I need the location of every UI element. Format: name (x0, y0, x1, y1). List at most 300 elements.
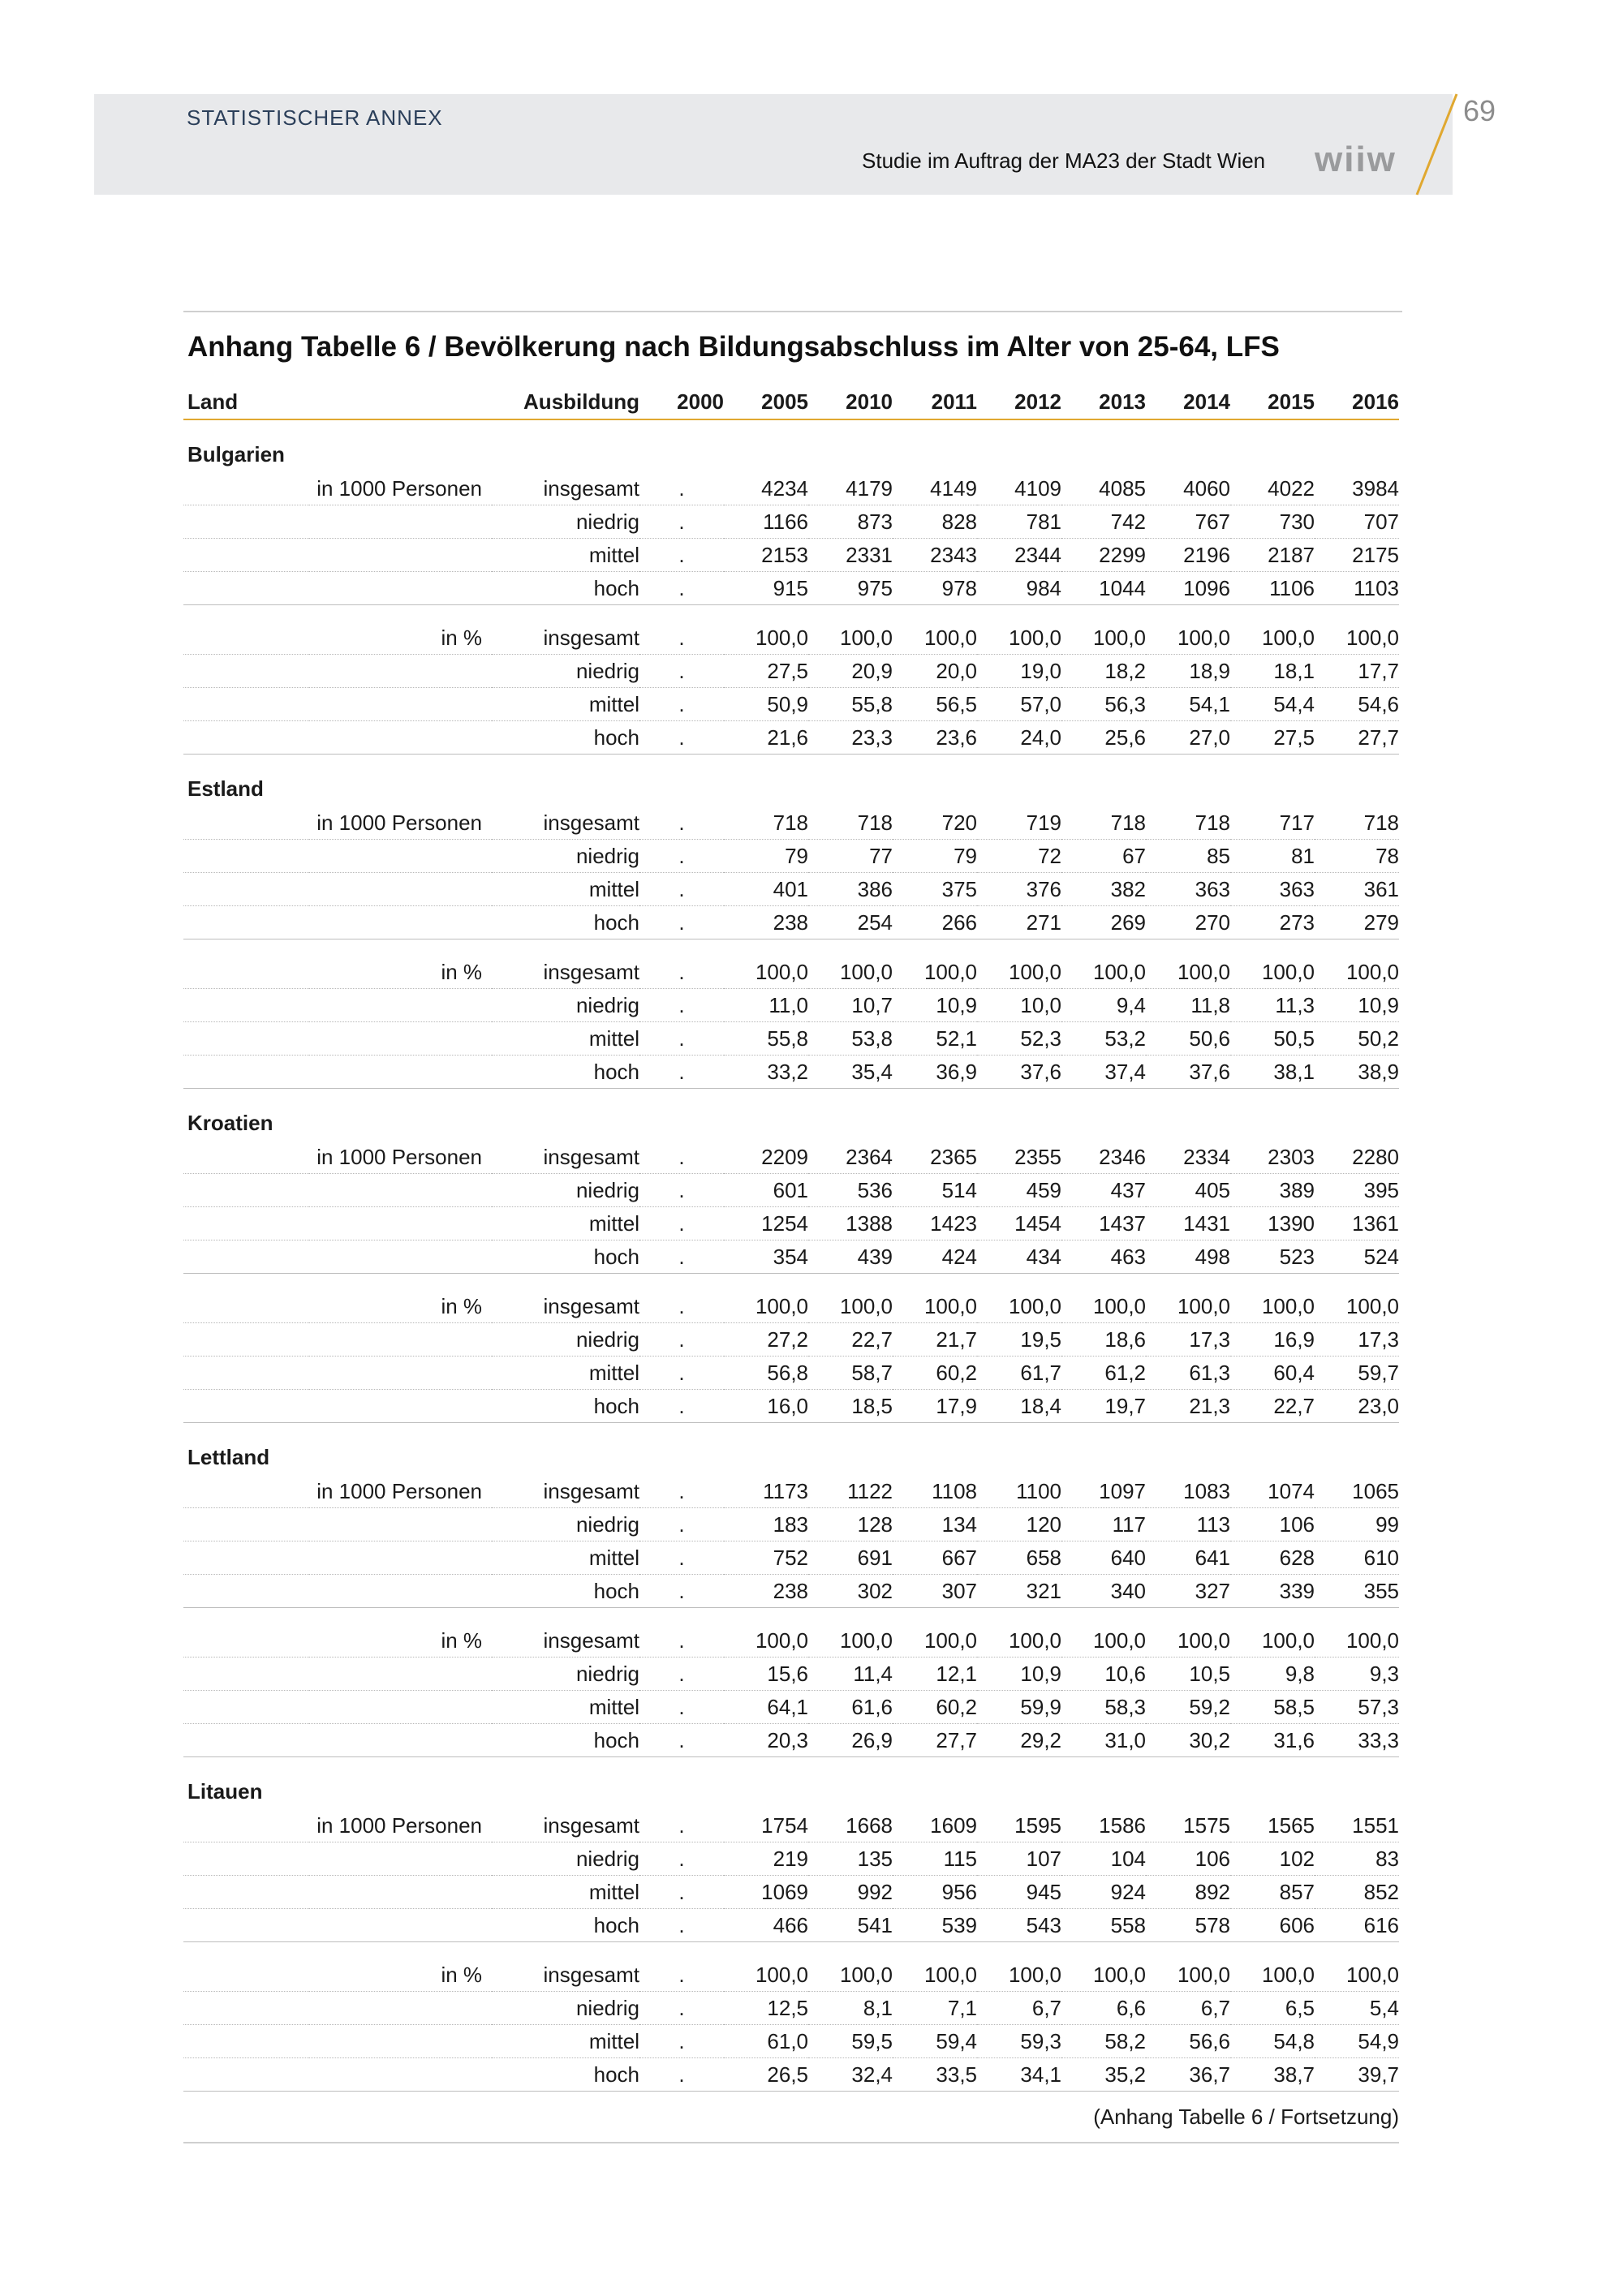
value-cell: 17,7 (1315, 655, 1399, 688)
value-cell: 389 (1230, 1174, 1315, 1207)
value-cell: 8,1 (808, 1992, 893, 2025)
value-cell: 106 (1230, 1508, 1315, 1541)
spacer-row (183, 605, 1399, 622)
table-row (183, 572, 1399, 605)
value-cell: . (639, 1909, 724, 1942)
value-cell: 541 (808, 1909, 893, 1942)
value-cell: 61,2 (1061, 1357, 1146, 1390)
col-header-year: 2010 (808, 385, 893, 419)
value-cell: 50,6 (1146, 1022, 1230, 1056)
value-cell: 60,2 (893, 1357, 977, 1390)
col-header-year: 2015 (1230, 385, 1315, 419)
value-cell: 27,0 (1146, 721, 1230, 755)
unit-label: in 1000 Personen (309, 806, 492, 840)
value-cell: 302 (808, 1575, 893, 1608)
value-cell: 100,0 (808, 621, 893, 655)
value-cell: 18,2 (1061, 655, 1146, 688)
value-cell: 19,0 (977, 655, 1061, 688)
value-cell: 52,3 (977, 1022, 1061, 1056)
spacer-row (183, 1608, 1399, 1625)
value-cell: . (639, 721, 724, 755)
value-cell: 9,4 (1061, 989, 1146, 1022)
value-cell: 100,0 (1146, 621, 1230, 655)
table-row (183, 472, 1399, 505)
value-cell: 2334 (1146, 1141, 1230, 1174)
value-cell: 2280 (1315, 1141, 1399, 1174)
country-row (183, 755, 1399, 807)
unit-label (309, 906, 492, 939)
col-header-year: 2012 (977, 385, 1061, 419)
unit-label (309, 1724, 492, 1757)
value-cell: 64,1 (724, 1691, 808, 1724)
level-label: niedrig (492, 1842, 639, 1876)
value-cell: 375 (893, 873, 977, 906)
value-cell: 100,0 (977, 956, 1061, 989)
level-label: mittel (492, 1357, 639, 1390)
value-cell: 1096 (1146, 572, 1230, 605)
value-cell: 4109 (977, 472, 1061, 505)
value-cell: 33,2 (724, 1056, 808, 1089)
value-cell: 61,6 (808, 1691, 893, 1724)
unit-label (309, 539, 492, 572)
value-cell: 1431 (1146, 1207, 1230, 1240)
value-cell: 2343 (893, 539, 977, 572)
level-label: mittel (492, 1541, 639, 1575)
table-title: Anhang Tabelle 6 / Bevölkerung nach Bildungsabschluss im Alter von 25-64, LFS (187, 331, 1280, 363)
value-cell: . (639, 1240, 724, 1274)
level-label: insgesamt (492, 1290, 639, 1323)
unit-label: in % (309, 1624, 492, 1658)
value-cell: 6,7 (1146, 1992, 1230, 2025)
value-cell: 11,8 (1146, 989, 1230, 1022)
value-cell: 10,5 (1146, 1658, 1230, 1691)
value-cell: 7,1 (893, 1992, 977, 2025)
unit-label: in 1000 Personen (309, 472, 492, 505)
value-cell: 924 (1061, 1876, 1146, 1909)
table-row (183, 806, 1399, 840)
value-cell: 19,5 (977, 1323, 1061, 1357)
value-cell: 115 (893, 1842, 977, 1876)
value-cell: 524 (1315, 1240, 1399, 1274)
value-cell: 60,2 (893, 1691, 977, 1724)
value-cell: . (639, 2058, 724, 2092)
table-row (183, 1141, 1399, 1174)
value-cell: 781 (977, 505, 1061, 539)
unit-label (309, 1575, 492, 1608)
level-label: niedrig (492, 655, 639, 688)
value-cell: 1108 (893, 1475, 977, 1508)
value-cell: . (639, 1876, 724, 1909)
value-cell: 56,8 (724, 1357, 808, 1390)
value-cell: 16,0 (724, 1390, 808, 1423)
continuation-row (183, 2092, 1399, 2143)
value-cell: 53,8 (808, 1022, 893, 1056)
level-label: hoch (492, 1575, 639, 1608)
unit-label (309, 1508, 492, 1541)
value-cell: 10,0 (977, 989, 1061, 1022)
value-cell: 100,0 (724, 1624, 808, 1658)
value-cell: 1122 (808, 1475, 893, 1508)
value-cell: 31,0 (1061, 1724, 1146, 1757)
value-cell: 2153 (724, 539, 808, 572)
value-cell: 135 (808, 1842, 893, 1876)
value-cell: 405 (1146, 1174, 1230, 1207)
value-cell: 1575 (1146, 1809, 1230, 1842)
spacer-row (183, 1942, 1399, 1959)
value-cell: 828 (893, 505, 977, 539)
value-cell: 658 (977, 1541, 1061, 1575)
continuation-note: (Anhang Tabelle 6 / Fortsetzung) (183, 2092, 1399, 2143)
value-cell: 401 (724, 873, 808, 906)
value-cell: . (639, 1056, 724, 1089)
value-cell: 616 (1315, 1909, 1399, 1942)
table-row (183, 621, 1399, 655)
value-cell: 730 (1230, 505, 1315, 539)
value-cell: 100,0 (893, 956, 977, 989)
value-cell: 113 (1146, 1508, 1230, 1541)
value-cell: 134 (893, 1508, 977, 1541)
table-row (183, 1876, 1399, 1909)
value-cell: 271 (977, 906, 1061, 939)
value-cell: 975 (808, 572, 893, 605)
table-row (183, 1475, 1399, 1508)
unit-label (309, 2058, 492, 2092)
value-cell: 437 (1061, 1174, 1146, 1207)
col-header-year: 2013 (1061, 385, 1146, 419)
value-cell: 33,5 (893, 2058, 977, 2092)
value-cell: 459 (977, 1174, 1061, 1207)
value-cell: 83 (1315, 1842, 1399, 1876)
value-cell: 2365 (893, 1141, 977, 1174)
value-cell: 767 (1146, 505, 1230, 539)
value-cell: 100,0 (1315, 1624, 1399, 1658)
value-cell: 117 (1061, 1508, 1146, 1541)
value-cell: . (639, 1290, 724, 1323)
value-cell: 61,0 (724, 2025, 808, 2058)
col-header-year: 2016 (1315, 385, 1399, 419)
value-cell: 60,4 (1230, 1357, 1315, 1390)
value-cell: 9,3 (1315, 1658, 1399, 1691)
value-cell: 56,5 (893, 688, 977, 721)
value-cell: 54,6 (1315, 688, 1399, 721)
value-cell: 1754 (724, 1809, 808, 1842)
level-label: mittel (492, 1207, 639, 1240)
table-row (183, 1958, 1399, 1992)
country-name: Estland (187, 776, 264, 801)
value-cell: 1586 (1061, 1809, 1146, 1842)
value-cell: . (639, 2025, 724, 2058)
value-cell: 50,2 (1315, 1022, 1399, 1056)
wiiw-logo: wiiw (1315, 140, 1397, 179)
value-cell: 1390 (1230, 1207, 1315, 1240)
table-row (183, 721, 1399, 755)
value-cell: 640 (1061, 1541, 1146, 1575)
value-cell: 38,7 (1230, 2058, 1315, 2092)
value-cell: 100,0 (1061, 956, 1146, 989)
value-cell: 339 (1230, 1575, 1315, 1608)
table-row (183, 1658, 1399, 1691)
value-cell: 717 (1230, 806, 1315, 840)
value-cell: . (639, 1724, 724, 1757)
value-cell: 27,7 (1315, 721, 1399, 755)
value-cell: 363 (1230, 873, 1315, 906)
value-cell: 18,5 (808, 1390, 893, 1423)
unit-label (309, 1207, 492, 1240)
value-cell: 100,0 (893, 1624, 977, 1658)
value-cell: 1609 (893, 1809, 977, 1842)
value-cell: 79 (893, 840, 977, 873)
value-cell: 100,0 (724, 621, 808, 655)
value-cell: . (639, 1842, 724, 1876)
value-cell: 58,5 (1230, 1691, 1315, 1724)
value-cell: 100,0 (808, 1624, 893, 1658)
value-cell: 50,5 (1230, 1022, 1315, 1056)
value-cell: 34,1 (977, 2058, 1061, 2092)
table-row (183, 989, 1399, 1022)
value-cell: 120 (977, 1508, 1061, 1541)
value-cell: 100,0 (724, 1958, 808, 1992)
table-row (183, 1909, 1399, 1942)
value-cell: 26,5 (724, 2058, 808, 2092)
value-cell: 1166 (724, 505, 808, 539)
value-cell: 50,9 (724, 688, 808, 721)
value-cell: 100,0 (1230, 1958, 1315, 1992)
value-cell: 4085 (1061, 472, 1146, 505)
value-cell: 102 (1230, 1842, 1315, 1876)
value-cell: 54,1 (1146, 688, 1230, 721)
unit-label (309, 1658, 492, 1691)
value-cell: 2209 (724, 1141, 808, 1174)
unit-label (309, 1992, 492, 2025)
value-cell: 354 (724, 1240, 808, 1274)
value-cell: 100,0 (1315, 621, 1399, 655)
value-cell: 238 (724, 906, 808, 939)
value-cell: 2331 (808, 539, 893, 572)
level-label: niedrig (492, 1174, 639, 1207)
table-row (183, 1992, 1399, 2025)
value-cell: 100,0 (724, 1290, 808, 1323)
level-label: niedrig (492, 989, 639, 1022)
value-cell: 29,2 (977, 1724, 1061, 1757)
value-cell: 35,2 (1061, 2058, 1146, 2092)
value-cell: 77 (808, 840, 893, 873)
value-cell: 2364 (808, 1141, 893, 1174)
value-cell: 5,4 (1315, 1992, 1399, 2025)
value-cell: 1074 (1230, 1475, 1315, 1508)
value-cell: 32,4 (808, 2058, 893, 2092)
table-row (183, 1357, 1399, 1390)
value-cell: 718 (1315, 806, 1399, 840)
value-cell: 915 (724, 572, 808, 605)
unit-label (309, 721, 492, 755)
value-cell: 10,9 (893, 989, 977, 1022)
level-label: hoch (492, 1909, 639, 1942)
value-cell: 79 (724, 840, 808, 873)
education-table (183, 385, 1399, 2143)
level-label: insgesamt (492, 806, 639, 840)
value-cell: 945 (977, 1876, 1061, 1909)
unit-label (309, 1876, 492, 1909)
value-cell: 37,4 (1061, 1056, 1146, 1089)
col-header-year: 2014 (1146, 385, 1230, 419)
value-cell: . (639, 1691, 724, 1724)
value-cell: . (639, 1508, 724, 1541)
value-cell: . (639, 1390, 724, 1423)
value-cell: . (639, 1658, 724, 1691)
value-cell: 463 (1061, 1240, 1146, 1274)
level-label: niedrig (492, 1508, 639, 1541)
value-cell: . (639, 472, 724, 505)
value-cell: 37,6 (977, 1056, 1061, 1089)
unit-label (309, 1357, 492, 1390)
value-cell: 100,0 (1315, 1958, 1399, 1992)
value-cell: 30,2 (1146, 1724, 1230, 1757)
value-cell: 4149 (893, 472, 977, 505)
level-label: mittel (492, 1691, 639, 1724)
value-cell: 395 (1315, 1174, 1399, 1207)
value-cell: 892 (1146, 1876, 1230, 1909)
value-cell: 100,0 (1315, 956, 1399, 989)
value-cell: 59,2 (1146, 1691, 1230, 1724)
value-cell: 128 (808, 1508, 893, 1541)
value-cell: 1595 (977, 1809, 1061, 1842)
value-cell: 20,3 (724, 1724, 808, 1757)
value-cell: 10,7 (808, 989, 893, 1022)
value-cell: 4060 (1146, 472, 1230, 505)
value-cell: 424 (893, 1240, 977, 1274)
value-cell: 10,9 (977, 1658, 1061, 1691)
value-cell: . (639, 505, 724, 539)
value-cell: 36,7 (1146, 2058, 1230, 2092)
unit-label (309, 1240, 492, 1274)
value-cell: 54,4 (1230, 688, 1315, 721)
value-cell: . (639, 1992, 724, 2025)
country-name: Kroatien (187, 1110, 273, 1135)
value-cell: 361 (1315, 873, 1399, 906)
unit-label (309, 572, 492, 605)
unit-label (309, 1842, 492, 1876)
value-cell: 18,6 (1061, 1323, 1146, 1357)
value-cell: 85 (1146, 840, 1230, 873)
table-header-row (183, 385, 1399, 419)
value-cell: 100,0 (977, 1290, 1061, 1323)
value-cell: 873 (808, 505, 893, 539)
value-cell: 752 (724, 1541, 808, 1575)
unit-label (309, 1056, 492, 1089)
value-cell: . (639, 956, 724, 989)
table-row (183, 956, 1399, 989)
value-cell: 956 (893, 1876, 977, 1909)
value-cell: 17,9 (893, 1390, 977, 1423)
value-cell: 100,0 (893, 1958, 977, 1992)
value-cell: 434 (977, 1240, 1061, 1274)
value-cell: 539 (893, 1909, 977, 1942)
level-label: hoch (492, 1056, 639, 1089)
table-row (183, 2058, 1399, 2092)
value-cell: 57,0 (977, 688, 1061, 721)
value-cell: . (639, 1575, 724, 1608)
value-cell: 466 (724, 1909, 808, 1942)
table-row (183, 655, 1399, 688)
value-cell: 67 (1061, 840, 1146, 873)
value-cell: 667 (893, 1541, 977, 1575)
value-cell: 23,6 (893, 721, 977, 755)
table-row (183, 1575, 1399, 1608)
unit-label (309, 1323, 492, 1357)
unit-label (309, 1174, 492, 1207)
value-cell: 100,0 (724, 956, 808, 989)
value-cell: . (639, 1624, 724, 1658)
value-cell: 23,0 (1315, 1390, 1399, 1423)
table-row (183, 1691, 1399, 1724)
level-label: hoch (492, 1724, 639, 1757)
value-cell: 578 (1146, 1909, 1230, 1942)
value-cell: 2303 (1230, 1141, 1315, 1174)
table-row (183, 1842, 1399, 1876)
value-cell: 6,5 (1230, 1992, 1315, 2025)
value-cell: 219 (724, 1842, 808, 1876)
value-cell: 1065 (1315, 1475, 1399, 1508)
value-cell: . (639, 1323, 724, 1357)
unit-label: in % (309, 1290, 492, 1323)
table-row (183, 840, 1399, 873)
section-label: STATISTISCHER ANNEX (187, 105, 443, 130)
value-cell: . (639, 539, 724, 572)
table-row (183, 1323, 1399, 1357)
value-cell: 17,3 (1315, 1323, 1399, 1357)
value-cell: 1106 (1230, 572, 1315, 605)
value-cell: 4234 (724, 472, 808, 505)
level-label: mittel (492, 1022, 639, 1056)
table-row (183, 1508, 1399, 1541)
value-cell: 55,8 (808, 688, 893, 721)
value-cell: 536 (808, 1174, 893, 1207)
value-cell: 340 (1061, 1575, 1146, 1608)
value-cell: 27,2 (724, 1323, 808, 1357)
value-cell: 523 (1230, 1240, 1315, 1274)
value-cell: 31,6 (1230, 1724, 1315, 1757)
value-cell: 4179 (808, 472, 893, 505)
value-cell: . (639, 655, 724, 688)
value-cell: 56,6 (1146, 2025, 1230, 2058)
value-cell: 606 (1230, 1909, 1315, 1942)
value-cell: 1069 (724, 1876, 808, 1909)
value-cell: 100,0 (1230, 621, 1315, 655)
value-cell: 27,5 (1230, 721, 1315, 755)
value-cell: 104 (1061, 1842, 1146, 1876)
country-row (183, 419, 1399, 472)
unit-label: in % (309, 621, 492, 655)
table-row (183, 1541, 1399, 1575)
unit-label (309, 1691, 492, 1724)
value-cell: . (639, 1022, 724, 1056)
accent-slash-icon (1412, 91, 1461, 198)
value-cell: . (639, 572, 724, 605)
value-cell: 1388 (808, 1207, 893, 1240)
value-cell: 1083 (1146, 1475, 1230, 1508)
value-cell: 106 (1146, 1842, 1230, 1876)
value-cell: . (639, 806, 724, 840)
level-label: hoch (492, 1390, 639, 1423)
value-cell: 100,0 (1146, 956, 1230, 989)
value-cell: 35,4 (808, 1056, 893, 1089)
value-cell: 857 (1230, 1876, 1315, 1909)
value-cell: 978 (893, 572, 977, 605)
spacer-row (183, 939, 1399, 957)
value-cell: 691 (808, 1541, 893, 1575)
value-cell: 22,7 (1230, 1390, 1315, 1423)
value-cell: 59,7 (1315, 1357, 1399, 1390)
